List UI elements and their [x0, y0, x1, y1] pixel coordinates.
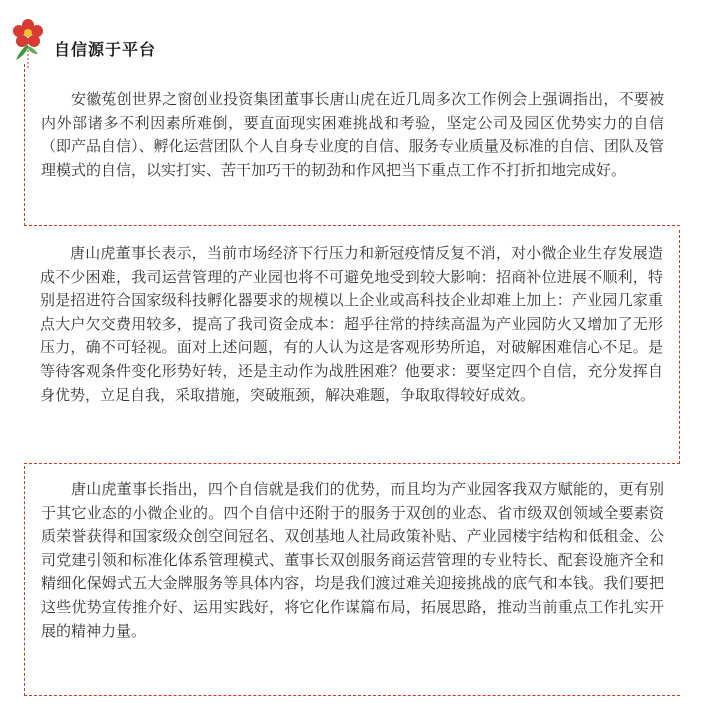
paragraph-1: 安徽菟创世界之窗创业投资集团董事长唐山虎在近几周多次工作例会上强调指出，不要被内外部诸多不利因素所难倒，要直面现实困难挑战和考验，坚定公司及园区优势实力的自信（即产品自信）、孵化运营团队个人自身专业度的自信、服务专业质量及标准的自信、团队及管理模式的自信，以实打实、苦干加巧干的韧劲和作风把当下重点工作不打折扣地完成好。 — [41, 90, 664, 179]
paragraph-2: 唐山虎董事长表示，当前市场经济下行压力和新冠疫情反复不消，对小微企业生存发展造成不少困难，我司运营管理的产业园也将不可避免地受到较大影响：招商补位进展不顺利，特别是招进符合国家级科技孵化器要求的规模以上企业或高科技企业却难上加上：产业园几家重点大户欠交费用较多，提高了我司资金成本：超乎往常的持续高温为产业园防火又增加了无形压力，确不可轻视。面对上述问题，有的人认为这是客观形势所追，对破解困难信心不足。是等待客观条件变化形势好转，还是主动作为战胜困难？他要求：要坚定四个自信，充分发挥自身优势，立足自我，采取措施，突破瓶颈，解决难题，争取取得较好成效。 — [40, 244, 663, 404]
paragraph-block-2 — [24, 230, 680, 464]
red-flower-icon — [10, 18, 46, 68]
paragraph-block-1 — [24, 64, 680, 226]
section-title: 自信源于平台 — [54, 40, 157, 59]
paragraph-3: 唐山虎董事长指出，四个自信就是我们的优势，而且均为产业园客我双方赋能的，更有别于其它业态的小微企业的。四个自信中还附于的服务于双创的业态、省市级双创领域全要素资质荣誉获得和国家级众创空间冠名、双创基地人社局政策补贴、产业园楼宇结构和低租金、公司党建引领和标准化体系管理模式、董事长双创服务商运营管理的专业特长、配套设施齐全和精细化保姆式五大金牌服务等具体内容，均是我们渡过难关迎接挑战的底气和本钱。我们要把这些优势宣传推介好、运用实践好，将它化作谋篇布局，拓展思路，推动当前重点工作扎实开展的精神力量。 — [41, 480, 664, 640]
section-header — [10, 18, 310, 68]
paragraph-block-3 — [24, 466, 680, 696]
